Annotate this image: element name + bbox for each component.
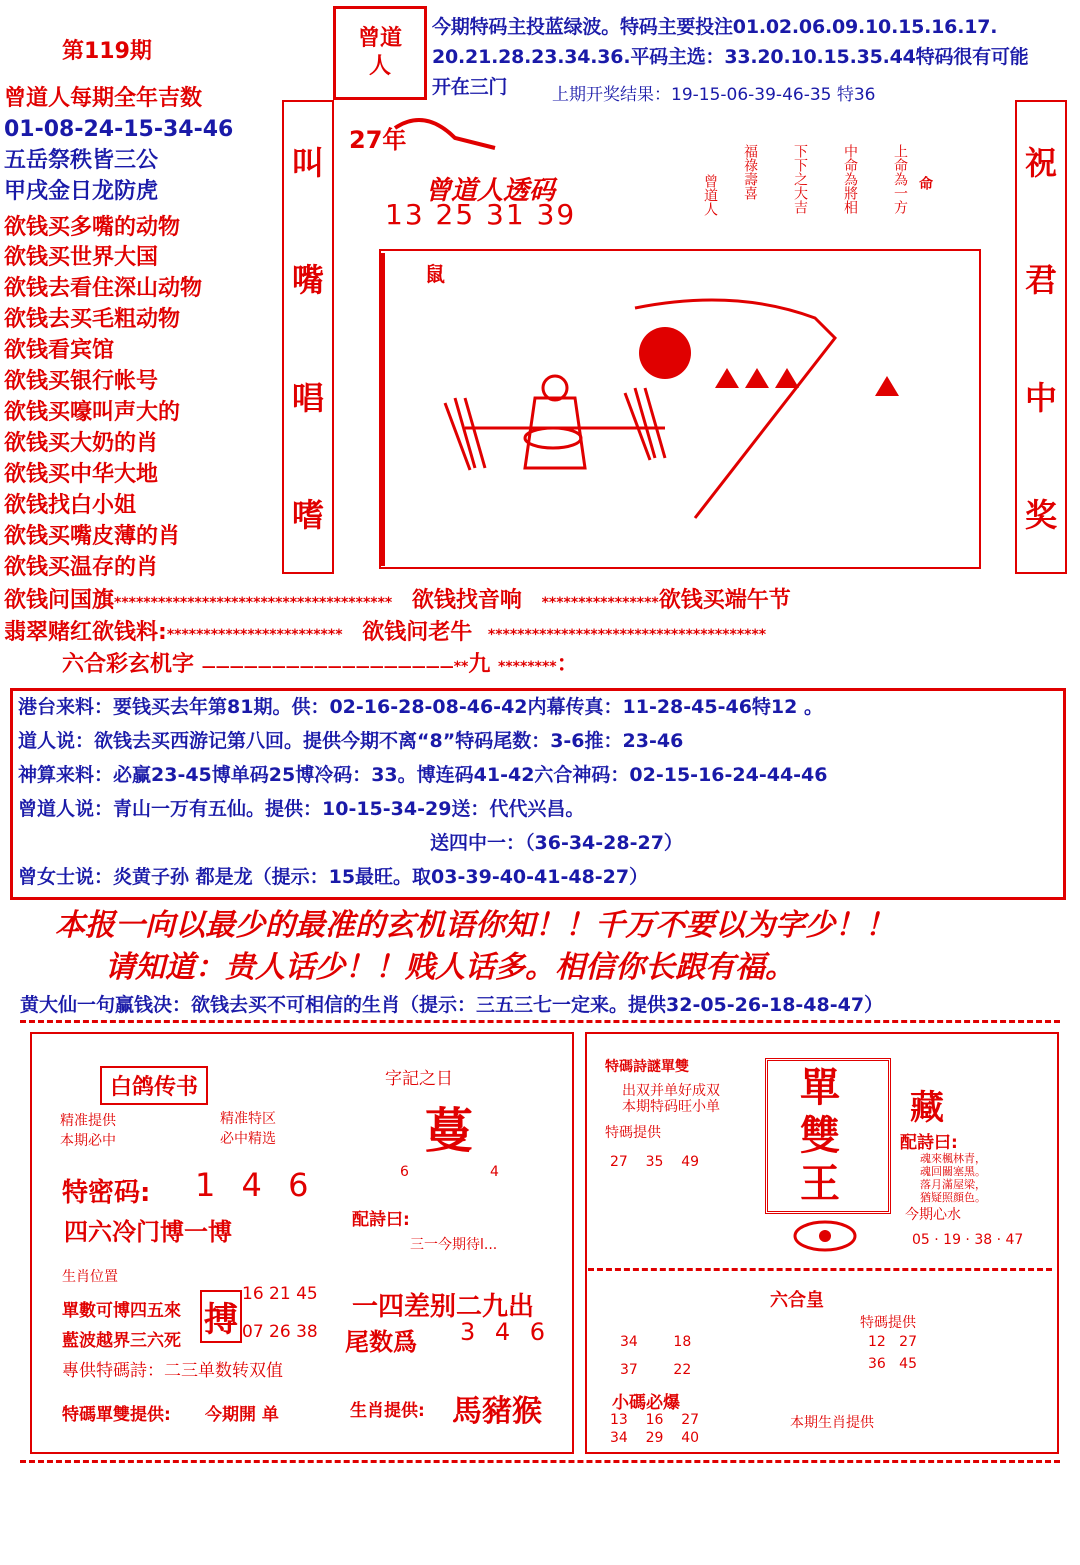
stars: ************************************** [487, 627, 767, 643]
star-line-a-right: 欲钱买端午节 [658, 588, 791, 613]
left-line: 欲钱买中华大地 [4, 462, 159, 487]
woodcut-scene [335, 98, 1005, 578]
flower-icon [790, 1214, 860, 1258]
note: 本期生肖提供 [790, 1415, 874, 1431]
odd-line: 單數可博四五來 [62, 1301, 181, 1321]
star-line-b-mid: 欲钱问老牛 [362, 620, 473, 645]
lower-tema: 特碼提供 [860, 1315, 916, 1331]
divider [588, 1268, 1052, 1271]
small-left: 精准提供 本期必中 [60, 1113, 116, 1149]
left-line: 曾道人每期全年吉数 [4, 86, 203, 111]
scene-year: 27年 [349, 126, 407, 154]
scene-label: 鼠 [425, 262, 445, 286]
issue-number: 第119期 [62, 39, 152, 64]
scene-vertical: 福祿壽喜 [742, 144, 758, 200]
scroll-char: 嗜 [291, 496, 324, 535]
divider [20, 1460, 1060, 1463]
seal-char: 藏 [910, 1088, 944, 1128]
scene-vertical: 曾道人 [702, 174, 718, 216]
right-poem-label: 配詩曰: [900, 1133, 958, 1153]
last-result: 上期开奖结果：19-15-06-39-46-35 特36 [552, 85, 876, 105]
star-line-c-mid: 九 [468, 652, 491, 677]
big-char: 蔓 [425, 1103, 474, 1159]
tema-label: 特密码: [62, 1178, 151, 1208]
star-line-c-end: ： [556, 652, 579, 677]
cold-line: 四六冷门博一博 [64, 1218, 232, 1246]
left-line: 欲钱买嘴皮薄的肖 [4, 524, 181, 549]
bo-nums-2: 07 26 38 [242, 1322, 318, 1342]
scroll-char: 唱 [291, 378, 324, 417]
stars: ** [453, 659, 469, 675]
star-line-a [4, 583, 791, 614]
star-line-b-left: 翡翠赌红欲钱料: [4, 620, 167, 645]
left-line: 欲钱买大奶的肖 [4, 431, 159, 456]
left-line: 01-08-24-15-34-46 [4, 117, 234, 142]
slogan-2: 请知道：贵人话少！！贱人话多。相信你长跟有福。 [105, 950, 795, 985]
star-line-c-left: 六合彩玄机字 [62, 652, 195, 677]
grid-right-1: 12 27 [868, 1334, 917, 1350]
stars: ************************************** [114, 595, 393, 611]
header-line-2: 20.21.28.23.34.36.平码主选：33.20.10.15.35.44特码很有可能 [432, 46, 1029, 68]
left-line: 欲钱买世界大国 [4, 245, 159, 270]
star-line-c [62, 647, 579, 678]
scroll-char: 祝 [1024, 143, 1057, 182]
scene-vertical: 命 [917, 176, 933, 190]
right-line-2: 本期特码旺小单 [622, 1099, 720, 1115]
scene-title: 曾道人透码 [425, 176, 556, 206]
scene-vertical: 下下之大吉 [792, 144, 808, 214]
tail-label: 尾数爲 [345, 1328, 417, 1356]
box-line: 曾女士说：炎黄子孙 都是龙（提示：15最旺。取03-39-40-41-48-27） [18, 866, 649, 888]
scroll-char: 嘴 [291, 261, 324, 300]
big-2: 雙 [800, 1113, 840, 1159]
left-line: 甲戌金日龙防虎 [4, 179, 159, 204]
left-line: 欲钱去买毛粗动物 [4, 307, 181, 332]
seal-text-1: 曾道 [357, 26, 402, 51]
scene-numbers: 13 25 31 39 [385, 198, 577, 231]
star-line-a-left: 欲钱问国旗 [4, 588, 115, 613]
stars: **************** [541, 595, 659, 611]
poem-line: 專供特碼詩：二三单数转双值 [62, 1361, 283, 1381]
shengxiao-pos: 生肖位置 [62, 1269, 118, 1285]
box-line: 曾道人说：青山一万有五仙。提供：10-15-34-29送：代代兴昌。 [18, 798, 585, 820]
left-line: 欲钱买多嘴的动物 [4, 215, 181, 240]
stars: ******** [498, 659, 557, 675]
big-3: 王 [800, 1161, 840, 1207]
scroll-char: 中 [1024, 378, 1057, 417]
right-title: 特碼詩謎單雙 [605, 1059, 689, 1075]
huang-line: 黄大仙一句赢钱决：欲钱去买不可相信的生肖（提示：三五三七一定来。提供32-05-26-18-48-47） [20, 994, 884, 1016]
right-line-1: 出双并单好成双 [622, 1083, 720, 1099]
left-line: 欲钱买嚎叫声大的 [4, 400, 181, 425]
small-nums-2: 34 29 40 [610, 1430, 700, 1446]
scene-drawing [335, 98, 1005, 578]
small-must: 小碼必爆 [612, 1393, 680, 1413]
scene-vertical: 中命為將相 [842, 144, 858, 214]
dan-label: 特碼單雙提供: [62, 1405, 171, 1425]
stamp-title: 白鸽传书 [100, 1066, 208, 1105]
left-line: 欲钱买温存的肖 [4, 555, 159, 580]
heart-nums: 05 · 19 · 38 · 47 [912, 1232, 1024, 1248]
right-scroll [1015, 100, 1067, 574]
right-tema-nums: 27 35 49 [610, 1154, 700, 1170]
box-line: 港台来料：要钱买去年第81期。供：02-16-28-08-46-42内幕传真：11-28-45-46特12 。 [18, 696, 823, 718]
box-line: 送四中一：（36-34-28-27） [430, 832, 683, 854]
slogan-1: 本报一向以最少的最准的玄机语你知！！千万不要以为字少！！ [55, 908, 895, 943]
small-right: 精准特区 必中精选 [220, 1111, 276, 1147]
tema-value: 1 4 6 [195, 1166, 317, 1204]
scroll-char: 叫 [291, 143, 324, 182]
scene-vertical: 上命為一方 [892, 144, 908, 214]
header-line-3: 开在三门 [432, 76, 508, 98]
left-line: 欲钱去看住深山动物 [4, 276, 203, 301]
header-line-1: 今期特码主投蓝绿波。特码主要投注01.02.06.09.10.15.16.17. [432, 16, 998, 38]
blue-line: 藍波越界三六死 [62, 1331, 181, 1351]
star-line-a-mid: 欲钱找音响 [411, 588, 522, 613]
left-line: 欲钱看宾馆 [4, 338, 115, 363]
dashes: —————————————————— [201, 659, 454, 675]
heart-label: 今期心水 [905, 1207, 961, 1223]
left-line: 欲钱买银行帐号 [4, 369, 159, 394]
star-line-b [4, 615, 766, 646]
box-line: 道人说：欲钱去买西游记第八回。提供今期不离“8”特码尾数：3-6推：23-46 [18, 730, 684, 752]
right-tema-label: 特碼提供 [605, 1125, 661, 1141]
bo-nums-1: 16 21 45 [242, 1284, 318, 1304]
seal-logo [333, 6, 427, 100]
scroll-char: 奖 [1024, 496, 1057, 535]
poem: 三一今期待l... [410, 1237, 498, 1253]
left-scroll [282, 100, 334, 574]
diff-line: 一四差别二九出 [352, 1292, 535, 1322]
sx-label: 生肖提供: [350, 1401, 425, 1421]
big-1: 單 [800, 1065, 840, 1111]
right-poem: 魂來楓林青， 魂回關塞黑。 落月滿屋梁， 猶疑照顔色。 [920, 1152, 986, 1204]
date-label: 字記之日 [385, 1069, 453, 1089]
dan-value: 今期開 单 [205, 1405, 279, 1425]
left-line: 五岳祭秩皆三公 [4, 148, 159, 173]
lower-title: 六合皇 [770, 1290, 824, 1311]
seal-text-2: 人 [368, 54, 391, 79]
grid-row-1: 34 18 [620, 1334, 692, 1350]
num-4: 4 [490, 1164, 499, 1180]
divider [20, 1020, 1060, 1023]
scroll-char: 君 [1024, 261, 1057, 300]
box-line: 神算来料：必赢23-45博单码25博冷码：33。博连码41-42六合神码：02-15-16-24-44-46 [18, 764, 828, 786]
stars: ************************ [166, 627, 343, 643]
poem-label: 配詩曰: [352, 1210, 410, 1230]
bo-char: 搏 [200, 1290, 242, 1343]
small-nums-1: 13 16 27 [610, 1412, 700, 1428]
tail-value: 3 4 6 [460, 1318, 552, 1346]
num-6: 6 [400, 1164, 409, 1180]
left-line: 欲钱找白小姐 [4, 493, 137, 518]
sx-value: 馬豬猴 [452, 1394, 542, 1429]
grid-row-2: 37 22 [620, 1362, 692, 1378]
grid-right-2: 36 45 [868, 1356, 917, 1372]
